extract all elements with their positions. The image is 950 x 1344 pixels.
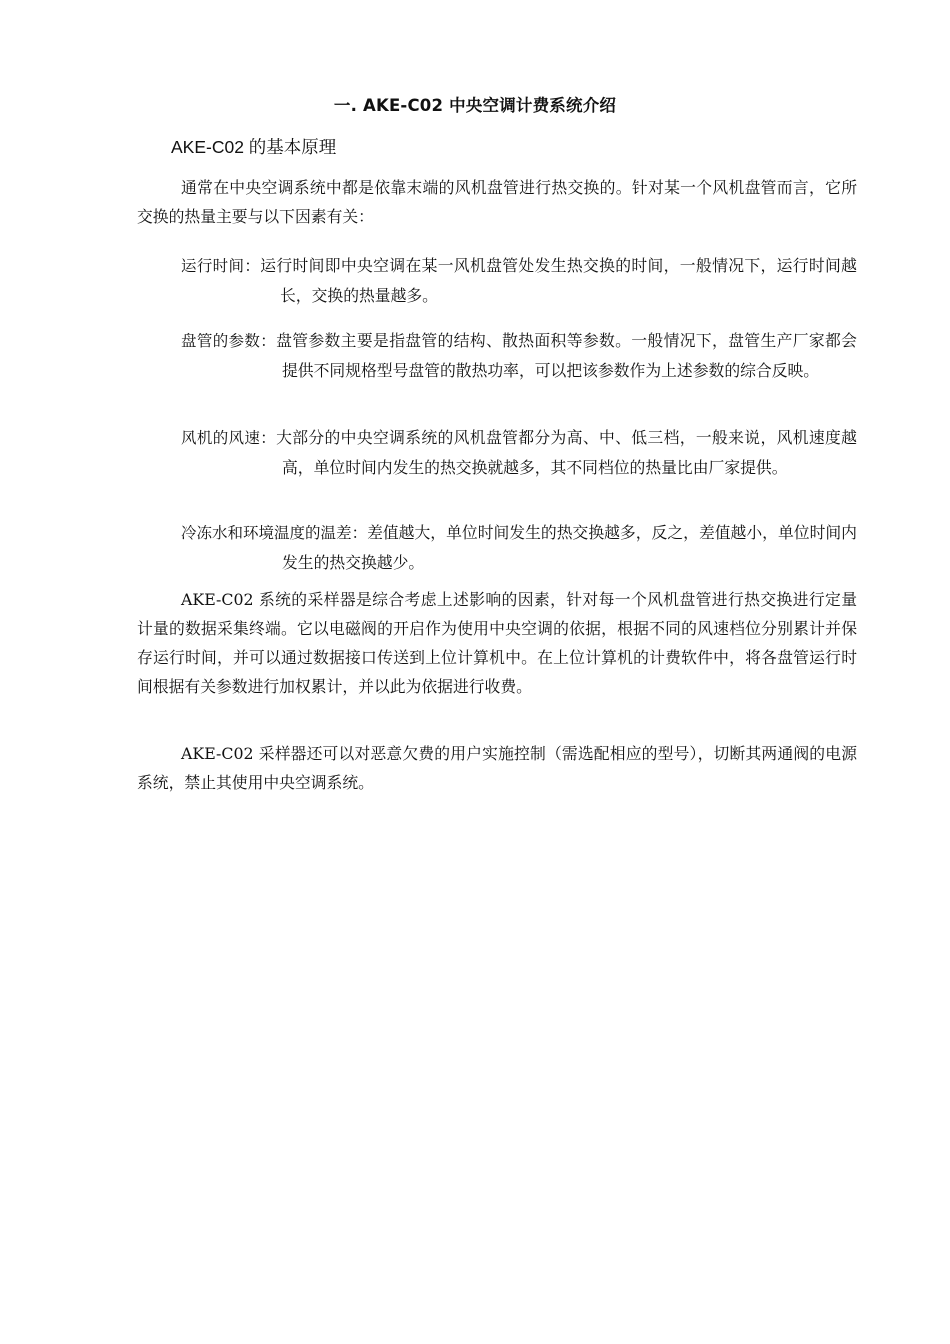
factor-runtime-text: 运行时间即中央空调在某一风机盘管处发生热交换的时间，一般情况下，运行时间越长，交换的热量越多。 bbox=[260, 256, 857, 305]
factor-coil-term: 盘管的参数： bbox=[181, 332, 277, 350]
factor-runtime-term: 运行时间： bbox=[181, 257, 261, 275]
factor-coil-text: 盘管参数主要是指盘管的结构、散热面积等参数。一般情况下，盘管生产厂家都会提供不同规格型号盘管的散热功率，可以把该参数作为上述参数的综合反映。 bbox=[276, 331, 857, 380]
intro-paragraph: 通常在中央空调系统中都是依靠末端的风机盘管进行热交换的。针对某一个风机盘管而言，它所交换的热量主要与以下因素有关： bbox=[137, 178, 857, 226]
control-paragraph: AKE-C02 采样器还可以对恶意欠费的用户实施控制（需选配相应的型号），切断其两通阀的电源系统，禁止其使用中央空调系统。 bbox=[137, 744, 857, 792]
factor-coil-parameters bbox=[181, 326, 857, 385]
factor-runtime bbox=[181, 251, 857, 310]
section-subtitle: AKE-C02 的基本原理 bbox=[171, 137, 337, 157]
factor-temperature-text: 差值越大，单位时间发生的热交换越多，反之，差值越小，单位时间内发生的热交换越少。 bbox=[282, 523, 857, 572]
factor-fan-speed bbox=[181, 423, 857, 482]
document-title: 一. AKE-C02 中央空调计费系统介绍 bbox=[333, 96, 617, 115]
factor-temperature-difference bbox=[181, 518, 857, 577]
factor-temperature-term: 冷冻水和环境温度的温差： bbox=[181, 524, 368, 542]
sampler-paragraph: AKE-C02 系统的采样器是综合考虑上述影响的因素，针对每一个风机盘管进行热交换进行定量计量的数据采集终端。它以电磁阀的开启作为使用中央空调的依据，根据不同的风速档位分别累计并保存运行时间，并可以通过数据接口传送到上位计算机中。在上位计算机的计费软件中，将各盘管运行时间根据有关参数进行加权累计，并以此为依据进行收费。 bbox=[137, 590, 857, 696]
factor-fan-term: 风机的风速： bbox=[181, 429, 277, 447]
factor-fan-text: 大部分的中央空调系统的风机盘管都分为高、中、低三档，一般来说，风机速度越高，单位时间内发生的热交换就越多，其不同档位的热量比由厂家提供。 bbox=[276, 428, 857, 477]
